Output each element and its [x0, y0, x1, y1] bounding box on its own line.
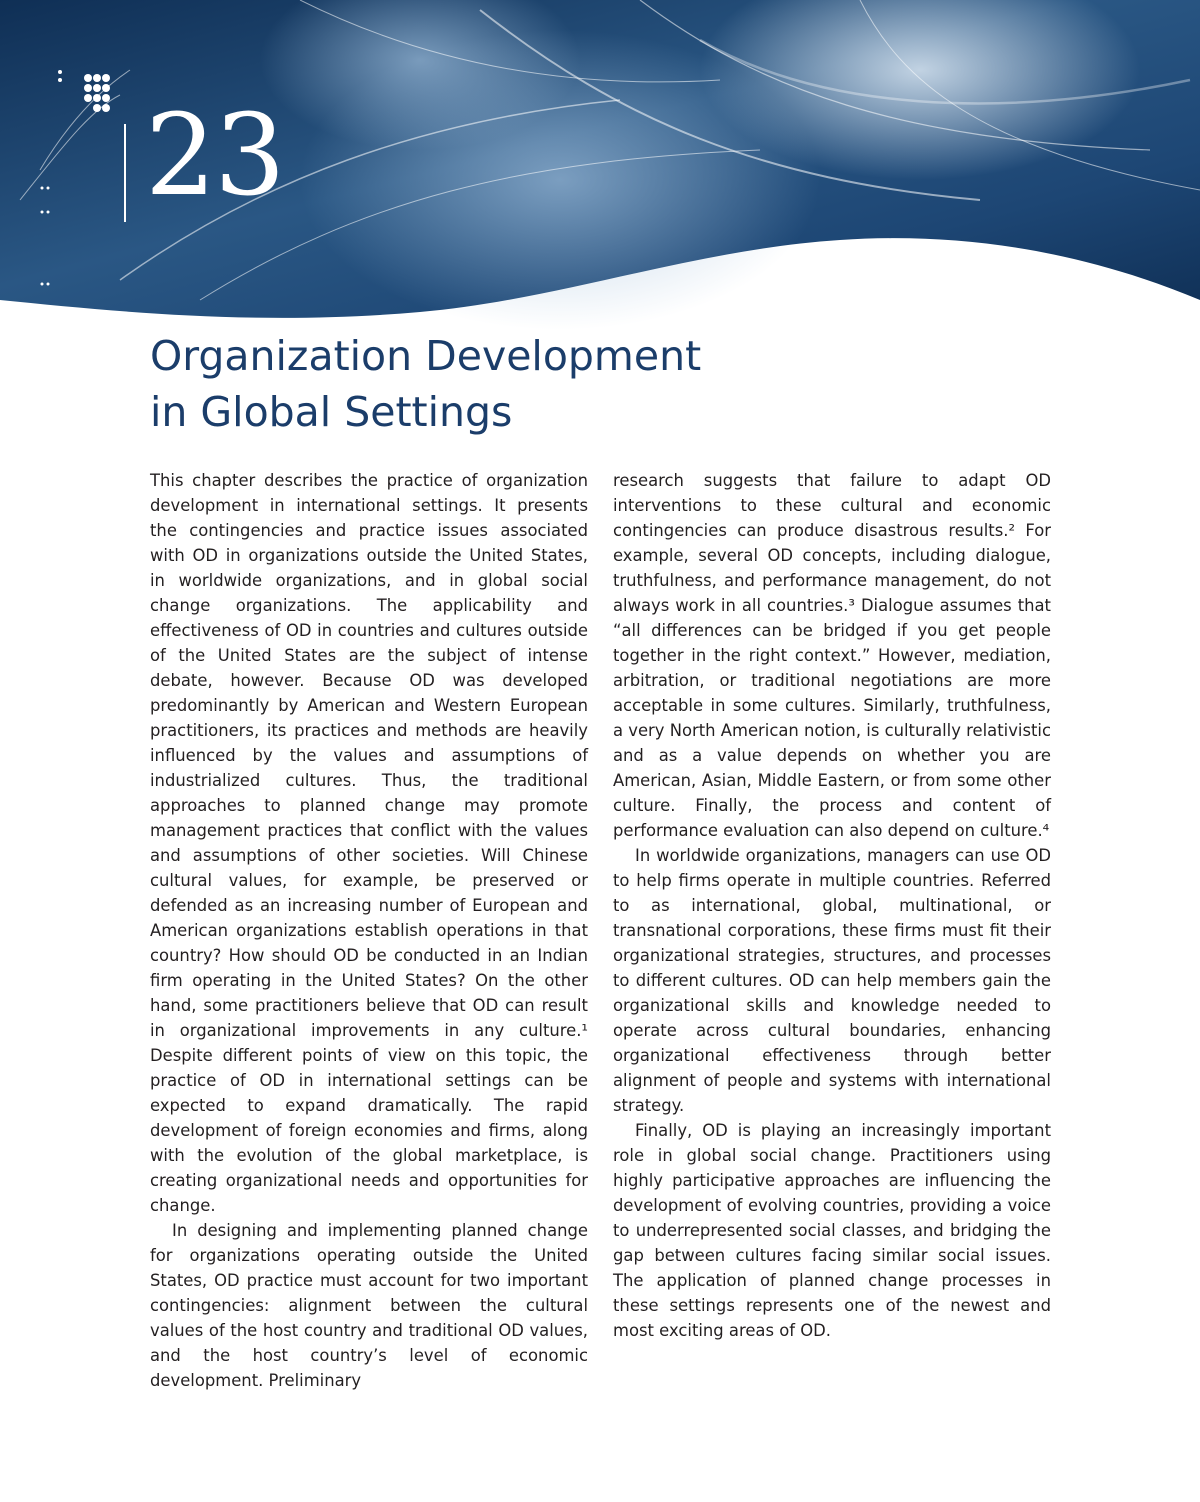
- chapter-banner: [0, 0, 1200, 340]
- chapter-divider: [124, 124, 126, 222]
- paragraph: research suggests that failure to adapt OD interventions to these cultural and economic contingencies can produce disastrous results.² For example, several OD concepts, including dialogue, truthfulness, and performance management, do not always work in all countries.³ Dialogue assumes that “all differences can be bridged if you get people together in the right context.” However, mediation, arbitration, or traditional negotiations are more acceptable in some cultures. Similarly, truthfulness, a very North American notion, is culturally relativistic and as a value depends on whether you are American, Asian, Middle Eastern, or from some other culture. Finally, the process and content of performance evaluation can also depend on culture.⁴: [613, 471, 1051, 840]
- chapter-title: [150, 328, 701, 440]
- paragraph: This chapter describes the practice of organization development in international settings. It presents the contingencies and practice issues associated with OD in organizations outside the United States, in worldwide organizations, and in global social change organizations. The applicability and effectiveness of OD in countries and cultures outside of the United States are the subject of intense debate, however. Because OD was developed predominantly by American and Western European practitioners, its practices and methods are heavily influenced by the values and assumptions of industrialized cultures. Thus, the traditional approaches to planned change may promote management practices that conflict with the values and assumptions of other societies. Will Chinese cultural values, for example, be preserved or defended as an increasing number of European and American organizations establish operations in that country? How should OD be conducted in an Indian firm operating in the United States? On the other hand, some practitioners believe that OD can result in organizational improvements in any culture.¹ Despite different points of view on this topic, the practice of OD in international settings can be expected to expand dramatically. The rapid development of foreign economies and firms, along with the evolution of the global marketplace, is creating organizational needs and opportunities for change.: [150, 471, 588, 1215]
- paragraph: Finally, OD is playing an increasingly important role in global social change. Practitioners using highly participative approaches are influencing the development of evolving countries, providing a voice to underrepresented social classes, and bridging the gap between cultures facing similar social issues. The application of planned change processes in these settings represents one of the newest and most exciting areas of OD.: [613, 1121, 1051, 1340]
- body-column-left: [150, 468, 588, 1393]
- paragraph: In designing and implementing planned change for organizations operating outside the United States, OD practice must account for two important contingencies: alignment between the cultural values of the host country and traditional OD values, and the host country’s level of economic development. Preliminary: [150, 1221, 588, 1390]
- paragraph: In worldwide organizations, managers can use OD to help firms operate in multiple countries. Referred to as international, global, multinational, or transnational corporations, these firms must fit their organizational strategies, structures, and processes to different cultures. OD can help members gain the organizational skills and knowledge needed to operate across cultural boundaries, enhancing organizational effectiveness through better alignment of people and systems with international strategy.: [613, 846, 1051, 1115]
- chapter-title-line-1: Organization Development: [150, 332, 702, 380]
- chapter-title-line-2: in Global Settings: [150, 388, 513, 436]
- chapter-number: 23: [145, 91, 284, 221]
- body-column-right: [613, 468, 1051, 1343]
